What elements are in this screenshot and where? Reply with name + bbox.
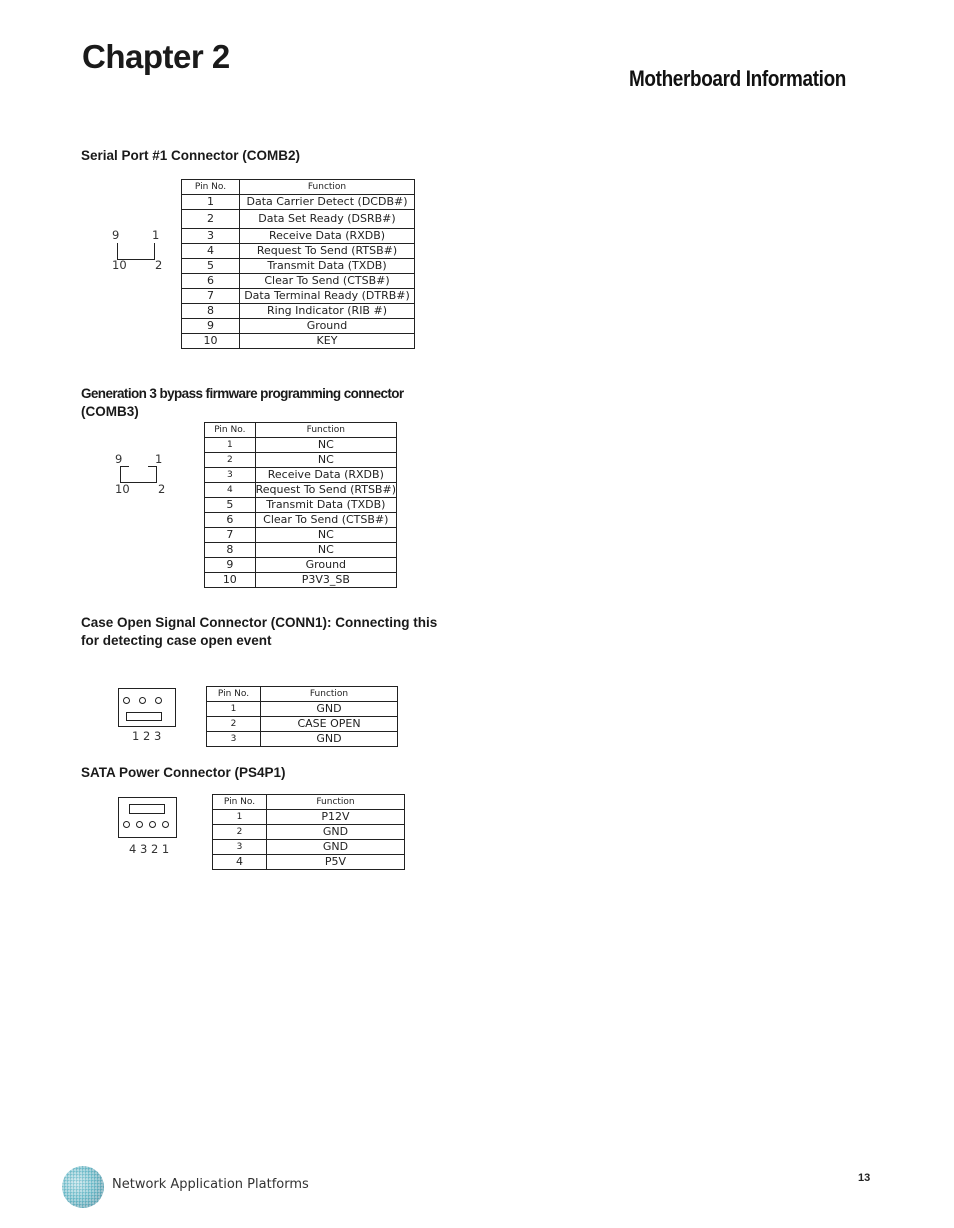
table-row [207,732,398,747]
comb3-heading-line2: (COMB3) [81,404,139,419]
function-cell: Ground [255,558,396,573]
col-pin-header: Pin No. [207,687,261,702]
function-cell: Transmit Data (TXDB) [240,259,415,274]
pin-cell: 3 [207,732,261,747]
table-row [182,210,415,229]
col-function-header: Function [261,687,398,702]
pin-cell: 7 [182,289,240,304]
table-row [213,825,405,840]
function-cell: NC [255,528,396,543]
function-cell: NC [255,453,396,468]
col-pin-header: Pin No. [213,795,267,810]
function-cell: P3V3_SB [255,573,396,588]
pin-hole-icon [155,697,162,704]
table-row [182,304,415,319]
ps4p1-heading: SATA Power Connector (PS4P1) [81,765,286,780]
function-cell: Ring Indicator (RIB #) [240,304,415,319]
table-row [205,438,397,453]
ps4p1-connector-outline [118,797,177,838]
table-row [213,840,405,855]
pin-cell: 10 [182,334,240,349]
function-cell: Request To Send (RTSB#) [240,244,415,259]
pin-cell: 2 [213,825,267,840]
col-pin-header: Pin No. [205,423,256,438]
function-cell: GND [261,702,398,717]
pin-cell: 2 [182,210,240,229]
table-row [205,468,397,483]
col-function-header: Function [240,180,415,195]
table-row [205,528,397,543]
table-row [205,498,397,513]
pin-cell: 5 [205,498,256,513]
pin-cell: 3 [205,468,256,483]
conn1-heading-line2: for detecting case open event [81,633,272,648]
table-row [182,334,415,349]
table-row [182,229,415,244]
col-pin-header: Pin No. [182,180,240,195]
table-row [207,717,398,732]
function-cell: Receive Data (RXDB) [240,229,415,244]
pin-cell: 8 [182,304,240,319]
section-title: Motherboard Information [629,66,847,91]
function-cell: Data Carrier Detect (DCDB#) [240,195,415,210]
comb3-label-9: 9 [115,452,123,466]
function-cell: NC [255,543,396,558]
pin-cell: 1 [205,438,256,453]
pin-cell: 3 [182,229,240,244]
table-row [205,573,397,588]
function-cell: Receive Data (RXDB) [255,468,396,483]
function-cell: Request To Send (RTSB#) [255,483,396,496]
pin-cell: 2 [207,717,261,732]
ps4p1-pin-label: 4 3 2 1 [129,842,170,856]
pin-cell: 6 [182,274,240,289]
pin-hole-icon [123,821,130,828]
page-number: 13 [858,1172,871,1184]
table-row [182,274,415,289]
pin-cell: 1 [207,702,261,717]
table-row [205,513,397,528]
table-row [182,319,415,334]
comb3-pin-table [204,422,397,588]
conn1-pin-table [206,686,398,747]
comb3-heading-line1: Generation 3 bypass firmware programming connector [81,386,404,401]
connector-key-icon [129,804,165,814]
pin-cell: 9 [182,319,240,334]
comb2-label-1: 1 [152,228,160,242]
table-row [207,702,398,717]
pin-cell: 7 [205,528,256,543]
chapter-title: Chapter 2 [82,38,230,75]
pin-cell: 9 [205,558,256,573]
table-row [182,289,415,304]
table-row [205,483,397,498]
pin-cell: 1 [213,810,267,825]
pin-hole-icon [149,821,156,828]
pin-cell: 3 [213,840,267,855]
comb3-header-edge-left [120,466,129,467]
globe-logo-icon [60,1164,106,1210]
comb3-label-10: 10 [115,482,130,496]
comb3-header-edge-right [148,466,157,467]
comb2-pin-table [181,179,415,349]
comb2-heading: Serial Port #1 Connector (COMB2) [81,148,301,163]
comb3-header-outline [120,467,157,483]
table-row [205,558,397,573]
pin-hole-icon [139,697,146,704]
function-cell: P12V [267,810,405,825]
table-row [213,855,405,870]
pin-hole-icon [136,821,143,828]
col-function-header: Function [267,795,405,810]
table-row [213,810,405,825]
function-cell: GND [261,732,398,747]
table-row [182,195,415,210]
function-cell: NC [255,438,396,453]
pin-cell: 6 [205,513,256,528]
comb3-label-1: 1 [155,452,163,466]
pin-cell: 8 [205,543,256,558]
conn1-heading-line1: Case Open Signal Connector (CONN1): Connecting this [81,615,438,630]
pin-cell: 2 [205,453,256,468]
function-cell: KEY [240,334,415,349]
pin-cell: 10 [205,573,256,588]
function-cell: Clear To Send (CTSB#) [255,513,396,528]
function-cell: GND [267,825,405,840]
conn1-pin-label: 1 2 3 [132,729,162,743]
comb2-label-9: 9 [112,228,120,242]
table-row [182,259,415,274]
table-row [182,244,415,259]
conn1-connector-outline [118,688,176,727]
function-cell: Transmit Data (TXDB) [255,498,396,513]
pin-cell: 5 [182,259,240,274]
comb2-label-10: 10 [112,258,127,272]
comb2-label-2: 2 [155,258,163,272]
comb3-label-2: 2 [158,482,166,496]
function-cell: Data Set Ready (DSRB#) [240,210,415,229]
table-row [205,453,397,468]
function-cell: Clear To Send (CTSB#) [240,274,415,289]
pin-cell: 4 [213,855,267,870]
function-cell: P5V [267,855,405,870]
function-cell: GND [267,840,405,855]
pin-cell: 1 [182,195,240,210]
connector-key-icon [126,712,162,721]
function-cell: CASE OPEN [261,717,398,732]
col-function-header: Function [255,423,396,438]
table-row [205,543,397,558]
pin-cell: 4 [205,483,256,498]
function-cell: Ground [240,319,415,334]
function-cell: Data Terminal Ready (DTRB#) [240,289,415,304]
pin-hole-icon [162,821,169,828]
ps4p1-pin-table [212,794,405,870]
pin-hole-icon [123,697,130,704]
footer-text: Network Application Platforms [112,1177,309,1192]
pin-cell: 4 [182,244,240,259]
